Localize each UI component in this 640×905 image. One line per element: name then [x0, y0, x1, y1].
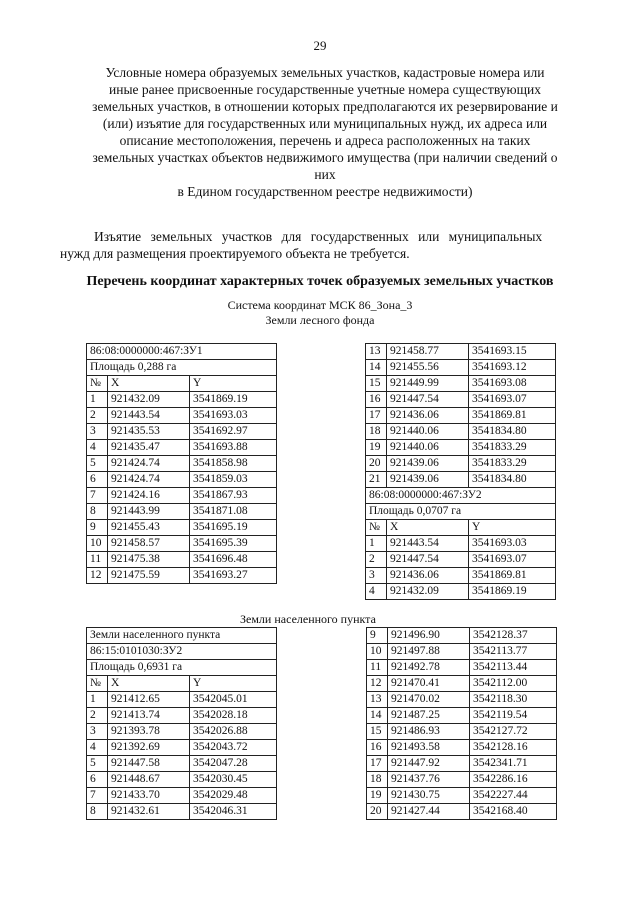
coord-x: 921432.61	[108, 804, 190, 820]
table-row	[366, 408, 556, 424]
coord-y: 3541871.08	[190, 504, 277, 520]
table-row	[87, 536, 277, 552]
coord-x: 921458.77	[387, 344, 469, 360]
table-row	[367, 756, 557, 772]
heading-line: в Едином государственном реестре недвижимости)	[177, 184, 473, 199]
point-number: 18	[367, 772, 388, 788]
coord-x: 921447.54	[387, 392, 469, 408]
parcel-area: Площадь 0,0707 га	[366, 504, 556, 520]
coord-y: 3541695.19	[190, 520, 277, 536]
point-number: 1	[87, 692, 108, 708]
header-x: X	[108, 676, 190, 692]
table-row	[367, 724, 557, 740]
table-row	[366, 472, 556, 488]
parcel-area: Площадь 0,6931 га	[87, 660, 277, 676]
coord-y: 3541693.03	[190, 408, 277, 424]
point-number: 9	[87, 520, 108, 536]
category-forest-label: Земли лесного фонда	[265, 313, 375, 327]
coord-y: 3541693.88	[190, 440, 277, 456]
coord-x: 921427.44	[388, 804, 470, 820]
table-row	[87, 804, 277, 820]
coord-y: 3541692.97	[190, 424, 277, 440]
coord-x: 921412.65	[108, 692, 190, 708]
coord-x: 921392.69	[108, 740, 190, 756]
table-row	[87, 424, 277, 440]
point-number: 15	[366, 376, 387, 392]
coord-x: 921455.56	[387, 360, 469, 376]
coord-x: 921455.43	[108, 520, 190, 536]
coord-x: 921492.78	[388, 660, 470, 676]
header-y: Y	[190, 676, 277, 692]
point-number: 17	[366, 408, 387, 424]
table-row	[366, 392, 556, 408]
table-row	[366, 376, 556, 392]
coord-y: 3542168.40	[470, 804, 557, 820]
coord-x: 921437.76	[388, 772, 470, 788]
coord-x: 921439.06	[387, 456, 469, 472]
table-row	[366, 456, 556, 472]
coord-y: 3541869.81	[469, 408, 556, 424]
coord-x: 921435.47	[108, 440, 190, 456]
coord-y: 3542030.45	[190, 772, 277, 788]
point-number: 20	[367, 804, 388, 820]
table-row	[367, 660, 557, 676]
coord-x: 921449.99	[387, 376, 469, 392]
point-number: 3	[87, 724, 108, 740]
table-row	[87, 472, 277, 488]
table-row	[87, 408, 277, 424]
coord-x: 921440.06	[387, 440, 469, 456]
coord-y: 3542043.72	[190, 740, 277, 756]
point-number: 4	[366, 584, 387, 600]
heading-line: них	[314, 167, 336, 182]
coord-y: 3542028.18	[190, 708, 277, 724]
point-number: 6	[87, 472, 108, 488]
coord-y: 3542113.77	[470, 644, 557, 660]
point-number: 19	[366, 440, 387, 456]
coord-y: 3542341.71	[470, 756, 557, 772]
table-row	[87, 772, 277, 788]
coord-y: 3541869.19	[469, 584, 556, 600]
coord-y: 3541693.27	[190, 568, 277, 584]
header-no: №	[366, 520, 387, 536]
coord-x: 921440.06	[387, 424, 469, 440]
coord-x: 921436.06	[387, 568, 469, 584]
coord-x: 921486.93	[388, 724, 470, 740]
header-x: X	[108, 376, 190, 392]
point-number: 10	[367, 644, 388, 660]
parcel-id: 86:08:0000000:467:ЗУ1	[87, 344, 277, 360]
note-line: нужд для размещения проектируемого объекта не требуется.	[60, 246, 410, 261]
point-number: 12	[367, 676, 388, 692]
coord-y: 3541695.39	[190, 536, 277, 552]
table-row	[366, 568, 556, 584]
table-row	[367, 676, 557, 692]
point-number: 9	[367, 628, 388, 644]
coord-y: 3541869.19	[190, 392, 277, 408]
point-number: 14	[367, 708, 388, 724]
heading-line: описание местоположения, перечень и адреса расположенных на таких	[119, 133, 531, 148]
coord-y: 3542118.30	[470, 692, 557, 708]
point-number: 12	[87, 568, 108, 584]
table-row	[366, 424, 556, 440]
coord-x: 921435.53	[108, 424, 190, 440]
heading-line: иные ранее присвоенные государственные учетные номера существующих	[109, 82, 541, 97]
coord-x: 921447.92	[388, 756, 470, 772]
table-row	[366, 552, 556, 568]
table-row	[87, 756, 277, 772]
point-number: 4	[87, 440, 108, 456]
coord-y: 3542128.16	[470, 740, 557, 756]
point-number: 2	[87, 708, 108, 724]
coordinates-table-settlement-cont	[366, 627, 557, 820]
coord-x: 921424.74	[108, 456, 190, 472]
coord-x: 921432.09	[387, 584, 469, 600]
point-number: 20	[366, 456, 387, 472]
coord-x: 921487.25	[388, 708, 470, 724]
table-row	[366, 440, 556, 456]
note-line: Изъятие земельных участков для государственных или муниципальных	[94, 229, 543, 244]
header-no: №	[87, 376, 108, 392]
coord-x: 921439.06	[387, 472, 469, 488]
coord-y: 3541859.03	[190, 472, 277, 488]
table-header-row	[87, 676, 277, 692]
coord-x: 921430.75	[388, 788, 470, 804]
table-header-row	[87, 376, 277, 392]
coord-y: 3541693.07	[469, 552, 556, 568]
heading-line: земельных участках объектов недвижимого имущества (при наличии сведений о	[92, 150, 558, 165]
point-number: 5	[87, 756, 108, 772]
coord-y: 3541696.48	[190, 552, 277, 568]
point-number: 15	[367, 724, 388, 740]
point-number: 3	[366, 568, 387, 584]
point-number: 11	[87, 552, 108, 568]
point-number: 1	[87, 392, 108, 408]
table-row	[87, 392, 277, 408]
table-row	[366, 536, 556, 552]
coord-y: 3542119.54	[470, 708, 557, 724]
coord-x: 921443.54	[108, 408, 190, 424]
parcel-id: 86:15:0101030:ЗУ2	[87, 644, 277, 660]
heading-line: Условные номера образуемых земельных участков, кадастровые номера или	[105, 65, 545, 80]
coord-y: 3541693.08	[469, 376, 556, 392]
point-number: 19	[367, 788, 388, 804]
table-row	[87, 504, 277, 520]
point-number: 4	[87, 740, 108, 756]
coordinates-table-settlement-zu2	[86, 627, 277, 820]
table-header-row	[366, 520, 556, 536]
coordinates-table-zu2	[365, 343, 556, 600]
coord-y: 3541693.03	[469, 536, 556, 552]
header-x: X	[387, 520, 469, 536]
coord-x: 921433.70	[108, 788, 190, 804]
point-number: 3	[87, 424, 108, 440]
point-number: 7	[87, 488, 108, 504]
table-row	[367, 628, 557, 644]
table-category: Земли населенного пункта	[87, 628, 277, 644]
coord-x: 921443.54	[387, 536, 469, 552]
point-number: 8	[87, 504, 108, 520]
table-row	[87, 488, 277, 504]
coord-y: 3541693.15	[469, 344, 556, 360]
point-number: 5	[87, 456, 108, 472]
coord-x: 921432.09	[108, 392, 190, 408]
heading-line: (или) изъятие для государственных или муниципальных нужд, их адреса или	[102, 116, 548, 131]
header-no: №	[87, 676, 108, 692]
table-row	[366, 584, 556, 600]
header-y: Y	[190, 376, 277, 392]
coord-x: 921493.58	[388, 740, 470, 756]
category-settlement-label: Земли населенного пункта	[240, 612, 376, 626]
coord-x: 921436.06	[387, 408, 469, 424]
point-number: 21	[366, 472, 387, 488]
table-row	[367, 772, 557, 788]
coord-y: 3541858.98	[190, 456, 277, 472]
coord-y: 3542112.00	[470, 676, 557, 692]
coord-x: 921424.74	[108, 472, 190, 488]
table-row	[87, 692, 277, 708]
table-row	[367, 708, 557, 724]
point-number: 10	[87, 536, 108, 552]
table-row	[87, 456, 277, 472]
coord-y: 3542227.44	[470, 788, 557, 804]
point-number: 6	[87, 772, 108, 788]
coord-x: 921393.78	[108, 724, 190, 740]
coord-y: 3542286.16	[470, 772, 557, 788]
point-number: 2	[366, 552, 387, 568]
coord-x: 921447.54	[387, 552, 469, 568]
coord-x: 921470.02	[388, 692, 470, 708]
point-number: 13	[366, 344, 387, 360]
coord-y: 3541834.80	[469, 472, 556, 488]
page-number: 29	[313, 38, 327, 53]
coord-x: 921496.90	[388, 628, 470, 644]
coord-y: 3541834.80	[469, 424, 556, 440]
header-y: Y	[469, 520, 556, 536]
point-number: 7	[87, 788, 108, 804]
coord-y: 3541833.29	[469, 440, 556, 456]
table-row	[367, 692, 557, 708]
point-number: 2	[87, 408, 108, 424]
table-row	[367, 740, 557, 756]
coord-y: 3542127.72	[470, 724, 557, 740]
coordinates-list-title: Перечень координат характерных точек образуемых земельных участков	[86, 274, 554, 289]
coordinates-table-zu1	[86, 343, 277, 584]
coord-y: 3542047.28	[190, 756, 277, 772]
table-row	[87, 520, 277, 536]
withdrawal-note	[60, 228, 588, 262]
point-number: 16	[366, 392, 387, 408]
table-row	[87, 788, 277, 804]
coord-x: 921475.38	[108, 552, 190, 568]
coord-x: 921497.88	[388, 644, 470, 660]
table-row	[367, 788, 557, 804]
point-number: 16	[367, 740, 388, 756]
table-row	[87, 724, 277, 740]
coord-y: 3541693.07	[469, 392, 556, 408]
coordinate-system-label: Система координат МСК 86_Зона_3	[227, 298, 413, 312]
parcel-id: 86:08:0000000:467:ЗУ2	[366, 488, 556, 504]
coord-y: 3541693.12	[469, 360, 556, 376]
point-number: 14	[366, 360, 387, 376]
coord-y: 3542029.48	[190, 788, 277, 804]
coord-x: 921458.57	[108, 536, 190, 552]
coord-x: 921470.41	[388, 676, 470, 692]
point-number: 13	[367, 692, 388, 708]
point-number: 18	[366, 424, 387, 440]
table-row	[366, 344, 556, 360]
table-row	[87, 440, 277, 456]
table-row	[87, 552, 277, 568]
coord-y: 3541869.81	[469, 568, 556, 584]
coord-y: 3542128.37	[470, 628, 557, 644]
point-number: 8	[87, 804, 108, 820]
coord-y: 3541867.93	[190, 488, 277, 504]
table-row	[366, 360, 556, 376]
coord-y: 3541833.29	[469, 456, 556, 472]
point-number: 11	[367, 660, 388, 676]
heading-line: земельных участков, в отношении которых предполагаются их резервирование и	[92, 99, 558, 114]
coord-x: 921448.67	[108, 772, 190, 788]
table-row	[87, 708, 277, 724]
coord-y: 3542026.88	[190, 724, 277, 740]
parcel-area: Площадь 0,288 га	[87, 360, 277, 376]
table-row	[367, 804, 557, 820]
coord-x: 921447.58	[108, 756, 190, 772]
point-number: 17	[367, 756, 388, 772]
coord-x: 921413.74	[108, 708, 190, 724]
coord-y: 3542046.31	[190, 804, 277, 820]
point-number: 1	[366, 536, 387, 552]
table-row	[367, 644, 557, 660]
coord-x: 921424.16	[108, 488, 190, 504]
coord-y: 3542045.01	[190, 692, 277, 708]
coord-x: 921475.59	[108, 568, 190, 584]
table-row	[87, 568, 277, 584]
table-row	[87, 740, 277, 756]
section-heading	[60, 64, 590, 200]
coord-y: 3542113.44	[470, 660, 557, 676]
coord-x: 921443.99	[108, 504, 190, 520]
